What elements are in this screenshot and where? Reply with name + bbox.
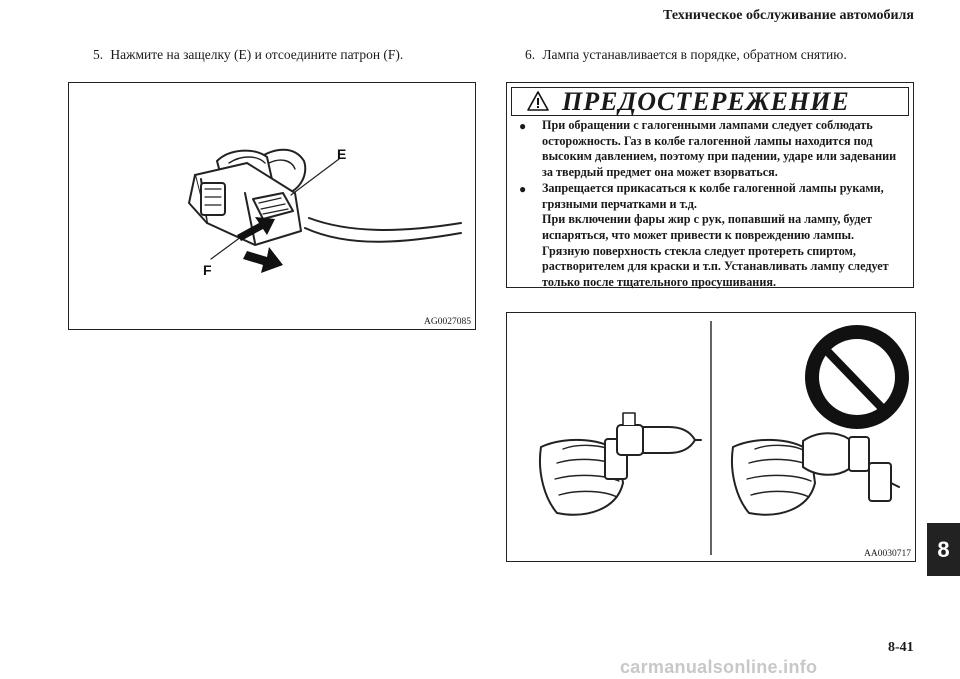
warning-line: осторожность. Газ в колбе галогенной лампы находится под (542, 133, 873, 148)
warning-item (515, 118, 907, 181)
warning-line: за твердый предмет она может взорваться. (542, 165, 778, 180)
warning-line: растворителем для краски и т.п. Устанавливать лампу следует (542, 259, 889, 274)
warning-header (511, 87, 909, 116)
step-text: Лампа устанавливается в порядке, обратном снятию. (542, 47, 847, 62)
chapter-tab: 8 (927, 523, 960, 576)
warning-line: При включении фары жир с рук, попавший на лампу, будет (542, 212, 872, 227)
warning-line: только после тщательного просушивания. (542, 275, 776, 290)
warning-line: грязными перчатками и т.д. (542, 196, 697, 211)
warning-box (506, 82, 914, 288)
prohibited-icon (805, 325, 909, 429)
callout-label-e: E (337, 146, 347, 162)
warning-line: При обращении с галогенными лампами следует соблюдать (542, 118, 873, 132)
warning-line: испаряться, что может привести к повреждению лампы. (542, 227, 855, 242)
step-number: 5. (93, 47, 104, 62)
bulb-handling-illustration (507, 313, 915, 561)
warning-line: высоким давлением, поэтому при падении, ударе или задевании (542, 149, 897, 164)
figure-code: AG0027085 (424, 317, 471, 327)
hand-touching-glass (732, 433, 899, 514)
warning-line: Грязную поверхность стекла следует протереть спиртом, (542, 243, 856, 258)
connector-illustration (69, 83, 475, 329)
step-number: 6. (525, 47, 536, 62)
warning-list (515, 118, 907, 291)
warning-triangle-icon (526, 90, 550, 112)
warning-line: Запрещается прикасаться к колбе галогенной лампы руками, (542, 180, 884, 195)
bullet-icon: ● (519, 181, 527, 196)
step-6 (525, 47, 847, 63)
figure-code: AA0030717 (864, 549, 911, 559)
step-5 (93, 47, 403, 63)
figure-bulb-handling (506, 312, 916, 562)
warning-title: ПРЕДОСТЕРЕЖЕНИЕ (562, 87, 850, 116)
hand-holding-base (540, 413, 701, 515)
step-text: Нажмите на защелку (E) и отсоедините патрон (F). (110, 47, 404, 62)
callout-label-f: F (203, 262, 212, 278)
watermark: carmanualsonline.info (620, 657, 818, 677)
page-number: 8-41 (888, 640, 914, 655)
bullet-icon: ● (519, 119, 527, 133)
figure-connector-removal (68, 82, 476, 330)
page-header: Техническое обслуживание автомобиля (663, 8, 914, 23)
warning-item (515, 181, 907, 291)
